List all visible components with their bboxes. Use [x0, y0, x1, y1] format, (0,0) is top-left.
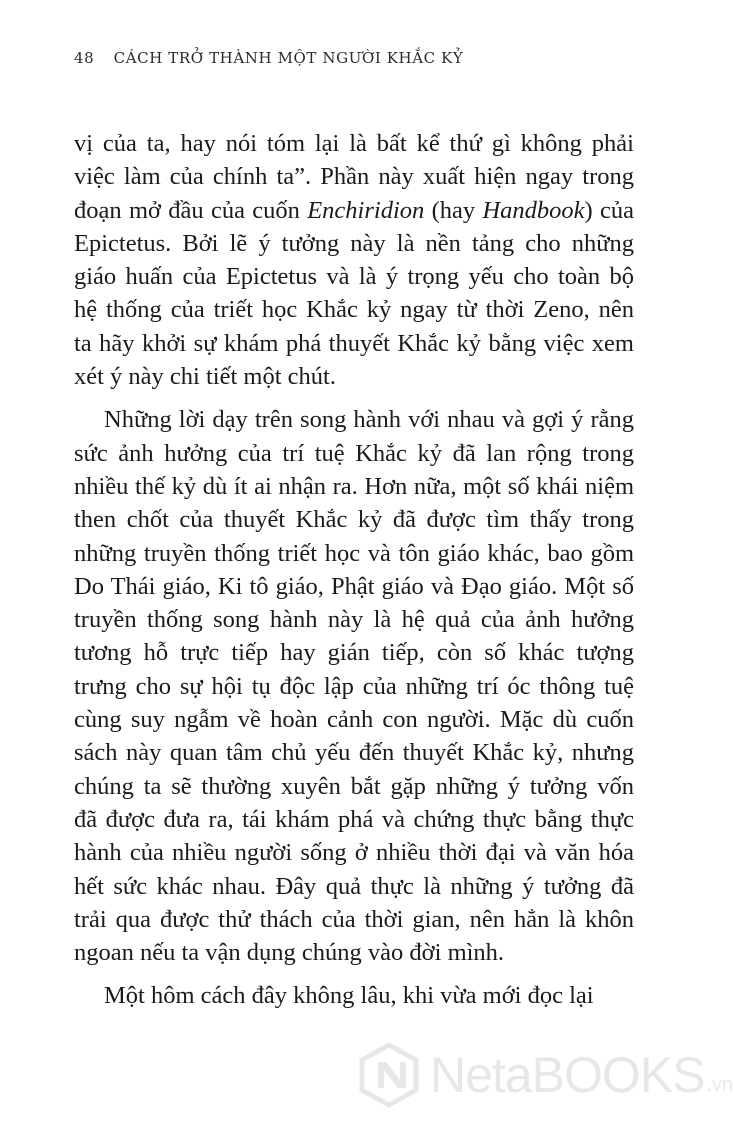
text-line [74, 327, 634, 360]
body-text [74, 127, 634, 1023]
text-segment: trải qua được thử thách của thời gian, nên hẳn là khôn [74, 905, 634, 933]
text-line [74, 836, 634, 869]
text-segment: hành của nhiều người sống ở nhiều thời đại và văn hóa [74, 839, 634, 867]
text-line [74, 260, 634, 293]
paragraph [74, 127, 634, 393]
text-segment: hết sức khác nhau. Đây quả thực là những ý tưởng đã [74, 872, 634, 900]
page-number: 48 [74, 49, 95, 67]
watermark-brand: NetaBOOKS [430, 1047, 705, 1103]
text-segment: Một hôm cách đây không lâu, khi vừa mới đọc lại [104, 982, 594, 1010]
text-segment: (hay [424, 196, 483, 224]
neta-n-logo-icon [356, 1042, 422, 1108]
text-segment: đoạn mở đầu của cuốn [74, 196, 308, 224]
text-line [74, 570, 634, 603]
text-segment: ) của [584, 196, 634, 224]
text-segment: việc làm của chính ta”. Phần này xuất hiện ngay trong [74, 163, 634, 191]
text-line [74, 603, 634, 636]
text-line [74, 360, 634, 393]
text-segment: then chốt của thuyết Khắc kỷ đã được tìm thấy trong [74, 506, 634, 534]
netabooks-watermark [356, 1035, 733, 1115]
text-segment: tương hỗ trực tiếp hay gián tiếp, còn số khác tượng [74, 639, 634, 667]
text-line [74, 870, 634, 903]
text-segment: sách này quan tâm chủ yếu đến thuyết Khắc kỷ, nhưng [74, 739, 634, 767]
text-segment: hệ thống của triết học Khắc kỷ ngay từ thời Zeno, nên [74, 296, 634, 324]
text-line [74, 127, 634, 160]
text-segment: ngoan nếu ta vận dụng chúng vào đời mình. [74, 939, 505, 967]
text-segment: vị của ta, hay nói tóm lại là bất kể thứ gì không phải [74, 130, 634, 157]
paragraph [74, 979, 634, 1012]
text-line [74, 770, 634, 803]
text-line [74, 636, 634, 669]
text-line [74, 160, 634, 193]
text-segment: nhiều thế kỷ dù ít ai nhận ra. Hơn nữa, một số khái niệm [74, 472, 634, 500]
text-line [74, 803, 634, 836]
text-segment: Epictetus. Bởi lẽ ý tưởng này là nền tảng cho những [74, 229, 634, 257]
text-line [74, 537, 634, 570]
text-segment: giáo huấn của Epictetus và là ý trọng yếu cho toàn bộ [74, 263, 634, 291]
text-segment: cùng suy ngẫm về hoàn cảnh con người. Mặc dù cuốn [74, 706, 634, 734]
watermark-suffix: .vn [706, 1074, 733, 1096]
text-line [74, 437, 634, 470]
running-header [74, 49, 463, 67]
text-segment: đã được đưa ra, tái khám phá và chứng thực bằng thực [74, 805, 634, 833]
text-segment: Do Thái giáo, Ki tô giáo, Phật giáo và Đạo giáo. Một số [74, 572, 634, 600]
text-line [74, 703, 634, 736]
text-line [74, 227, 634, 260]
italic-title: Handbook [482, 196, 585, 224]
text-segment: chúng ta sẽ thường xuyên bắt gặp những ý tưởng vốn [74, 772, 634, 800]
text-line [74, 403, 634, 436]
book-title: CÁCH TRỞ THÀNH MỘT NGƯỜI KHẮC KỶ [113, 49, 464, 67]
text-segment: sức ảnh hưởng của trí tuệ Khắc kỷ đã lan rộng trong [74, 439, 634, 467]
italic-title: Enchiridion [307, 196, 425, 224]
text-line [74, 293, 634, 326]
text-segment: trưng cho sự hội tụ độc lập của những trí óc thông tuệ [74, 672, 634, 700]
text-line [74, 903, 634, 936]
text-line [74, 736, 634, 769]
text-line [74, 979, 634, 1012]
text-line [74, 194, 634, 227]
text-segment: xét ý này chi tiết một chút. [74, 363, 336, 391]
paragraph [74, 403, 634, 969]
text-segment: truyền thống song hành này là hệ quả của ảnh hưởng [74, 606, 634, 634]
text-line [74, 470, 634, 503]
text-line [74, 503, 634, 536]
text-segment: ta hãy khởi sự khám phá thuyết Khắc kỷ bằng việc xem [74, 329, 634, 357]
text-segment: những truyền thống triết học và tôn giáo khác, bao gồm [74, 539, 634, 567]
text-line [74, 936, 634, 969]
text-segment: Những lời dạy trên song hành với nhau và gợi ý rằng [104, 406, 634, 434]
text-line [74, 670, 634, 703]
